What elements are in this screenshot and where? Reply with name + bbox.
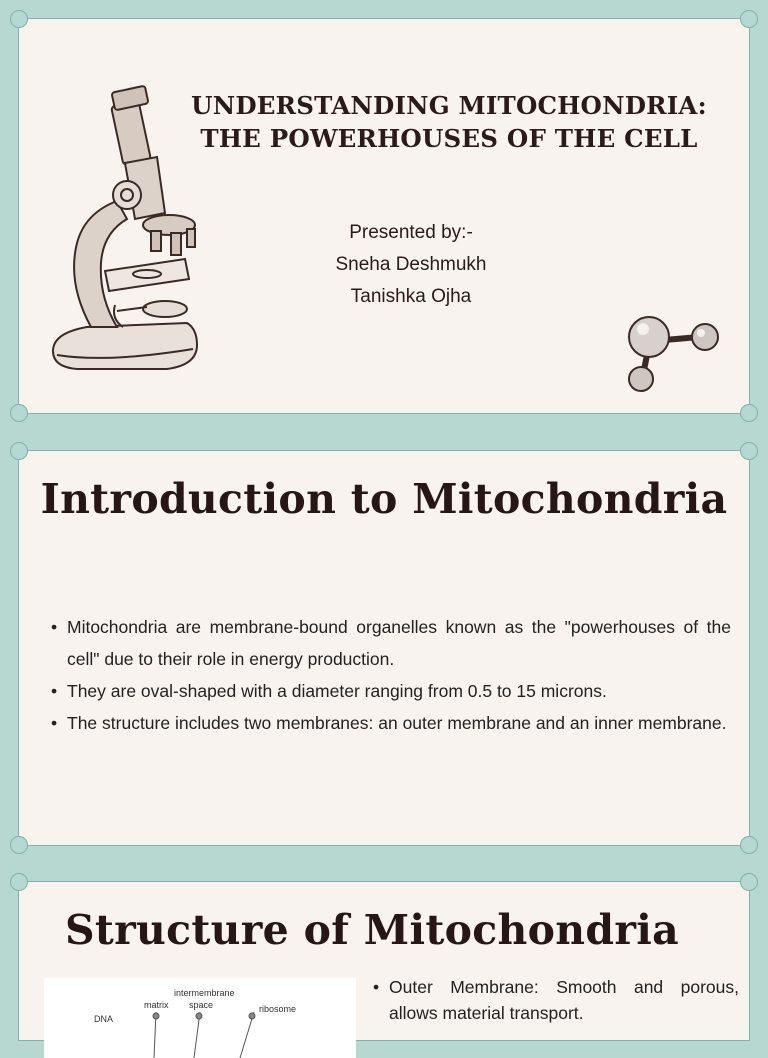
corner-decoration: [740, 836, 758, 854]
presenter-name: Sneha Deshmukh: [335, 254, 487, 275]
title-line-1: UNDERSTANDING MITOCHONDRIA:: [191, 91, 707, 120]
diagram-label: intermembrane: [174, 988, 235, 998]
list-item: • The structure includes two membranes: an outer membrane and an inner membrane.: [49, 707, 731, 739]
corner-decoration: [10, 873, 28, 891]
slide-heading: Introduction to Mitochondria: [40, 475, 728, 523]
list-item: • They are oval-shaped with a diameter ranging from 0.5 to 15 microns.: [49, 675, 731, 707]
diagram-label: DNA: [94, 1014, 114, 1024]
corner-decoration: [10, 442, 28, 460]
corner-decoration: [10, 10, 28, 28]
presenters-block: [281, 217, 541, 313]
corner-decoration: [740, 442, 758, 460]
diagram-label: space: [189, 1000, 214, 1010]
introduction-slide: [18, 450, 750, 846]
list-item: • Outer Membrane: Smooth and porous, allows material transport.: [371, 974, 739, 1026]
corner-decoration: [740, 404, 758, 422]
corner-decoration: [10, 836, 28, 854]
corner-decoration: [740, 873, 758, 891]
presentation-title: [149, 89, 749, 155]
slide-heading: Structure of Mitochondria: [65, 906, 679, 954]
presented-by-label: Presented by:-: [349, 222, 473, 243]
diagram-label: ribosome: [259, 1004, 297, 1014]
title-line-2: THE POWERHOUSES OF THE CELL: [200, 124, 698, 153]
corner-decoration: [10, 404, 28, 422]
molecule-icon: [623, 299, 733, 399]
diagram-label: matrix: [144, 1000, 169, 1010]
mitochondria-diagram: [44, 978, 356, 1058]
corner-decoration: [740, 10, 758, 28]
title-slide: [18, 18, 750, 414]
bullet-list: [371, 974, 739, 1026]
bullet-list: [49, 611, 731, 739]
structure-slide: [18, 881, 750, 1041]
list-item: • Mitochondria are membrane-bound organelles known as the "powerhouses of the cell" due to their role in energy production.: [49, 611, 731, 675]
presenter-name: Tanishka Ojha: [350, 286, 472, 307]
